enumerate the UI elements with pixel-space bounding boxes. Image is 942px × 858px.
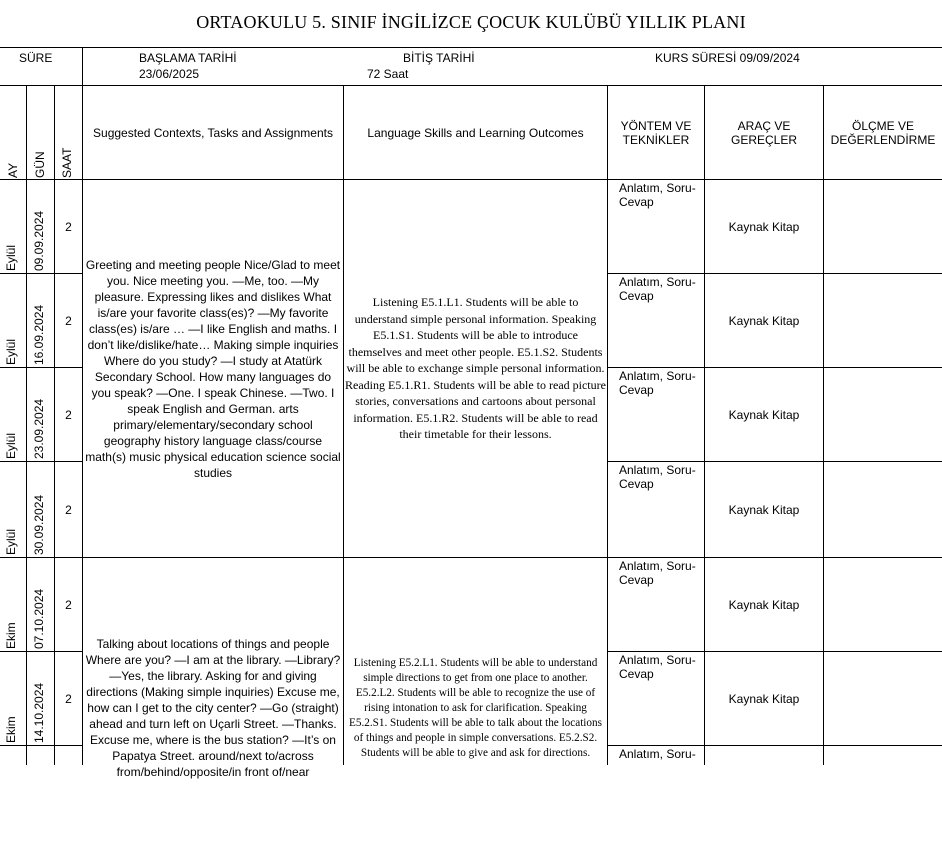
end-date-label: BİTİŞ TARİHİ [403,51,475,65]
row-tools: Kaynak Kitap [728,692,800,706]
col-line-saat [82,85,83,765]
row-line-3-left [0,461,82,462]
header-yontem: YÖNTEM VE TEKNİKLER [620,118,692,147]
row-method: Anlatım, Soru-Cevap [619,275,696,303]
end-date-value: 72 Saat [367,67,409,81]
row-month: Ekim [4,622,18,649]
unit-contexts: Talking about locations of things and people Where are you? —I am at the library. —Library? —Yes, the library. Asking for and giving directions (Making simple inquiries) Excuse me, how can I get to the city center? —Go (straight) ahead and turn left on Uçarli Street. —Thanks. Excuse me, where is the bus station? —It’s on Papatya Street. around/next to/across from/behind/opposite/in front of/near [85,637,341,779]
row-hours: 2 [65,503,72,517]
header-contexts: Suggested Contexts, Tasks and Assignments [93,125,333,140]
row-tools: Kaynak Kitap [728,598,800,612]
row-date: 30.09.2024 [32,494,46,555]
col-line-gun [54,85,55,765]
row-hours: 2 [65,220,72,234]
row-date: 16.09.2024 [32,304,46,365]
start-date-value: 23/06/2025 [139,67,200,81]
col-line-yontem [704,85,705,765]
unit-outcomes: Listening E5.2.L1. Students will be able to understand simple directions to get from one place to another. E5.2.L2. Students will be able to recognize the use of rising intonation to ask for clarification. Speaking E5.2.S1. Students will be able to talk about the locations of things and people in simple conversations. E5.2.S2. Students will be able to give and ask for directions. [349,656,602,759]
col-line-arac [823,85,824,765]
row-tools: Kaynak Kitap [728,314,800,328]
row-month: Eylül [4,338,18,365]
unit-outcomes: Listening E5.1.L1. Students will be able to understand simple personal information. Speaking E5.1.S1. Students will be able to introduce themselves and meet other people. E5.1.S2. Students will be able to exchange simple personal information. Reading E5.1.R1. Students will be able to read picture stories, conversations and cartoons about personal information. E5.1.R2. Students will be able to read their timetable for their lessons. [345,295,606,442]
row-date: 09.09.2024 [32,210,46,271]
table-top-border [0,47,942,48]
row-month: Eylül [4,528,18,555]
col-line-contexts [343,85,344,765]
row-method: Anlatım, Soru-Cevap [619,559,696,587]
row-method: Anlatım, Soru-Cevap [619,463,696,491]
row-line-5-right [607,651,942,652]
row-line-3-right [607,461,942,462]
row-method: Anlatım, Soru- [619,747,696,761]
header-olcme: ÖLÇME VE DEĞERLENDİRME [830,118,936,147]
row-method: Anlatım, Soru-Cevap [619,181,696,209]
header-ay: AY [6,162,20,178]
row-line-6-left [0,745,82,746]
row-date: 14.10.2024 [32,682,46,743]
row-line-1-right [607,273,942,274]
course-duration: KURS SÜRESİ 09/09/2024 [655,51,800,65]
row-tools: Kaynak Kitap [728,408,800,422]
row-tools: Kaynak Kitap [728,503,800,517]
header-arac: ARAÇ VE GEREÇLER [730,118,798,147]
row-hours: 2 [65,314,72,328]
row-line-2-right [607,367,942,368]
row-date: 23.09.2024 [32,398,46,459]
row-date: 07.10.2024 [32,588,46,649]
col-line-ay [26,85,27,765]
start-date-label: BAŞLAMA TARİHİ [139,51,237,65]
row-line-1-left [0,273,82,274]
unit-contexts: Greeting and meeting people Nice/Glad to meet you. Nice meeting you. —Me, too. —My pleasure. Expressing likes and dislikes What is/are your favorite class(es)? —My favorite class(es) is/are … —I like English and maths. I don’t like/dislike/hate… Making simple inquiries Where do you study? —I study at Atatürk Secondary School. How many languages do you speak? —One. I speak Chinese. —Two. I speak English and German. arts primary/elementary/secondary school geography history language class/course math(s) music physical education science social studies [85,257,341,480]
sure-label: SÜRE [19,51,53,65]
row-hours: 2 [65,408,72,422]
document-title: ORTAOKULU 5. SINIF İNGİLİZCE ÇOCUK KULÜBÜ YILLIK PLANI [196,12,746,32]
row-line-6-right [607,745,942,746]
row-month: Eylül [4,432,18,459]
header-skills: Language Skills and Learning Outcomes [367,125,584,140]
row-tools: Kaynak Kitap [728,220,800,234]
row-month: Ekim [4,716,18,743]
header-saat: SAAT [60,147,74,178]
row-line-5-left [0,651,82,652]
row-line-2-left [0,367,82,368]
row-hours: 2 [65,692,72,706]
row-month: Eylül [4,244,18,271]
row-method: Anlatım, Soru-Cevap [619,653,696,681]
row-hours: 2 [65,598,72,612]
col-line-skills [607,85,608,765]
header-gun: GÜN [33,151,47,178]
row-method: Anlatım, Soru-Cevap [619,369,696,397]
meta-divider [82,47,83,85]
